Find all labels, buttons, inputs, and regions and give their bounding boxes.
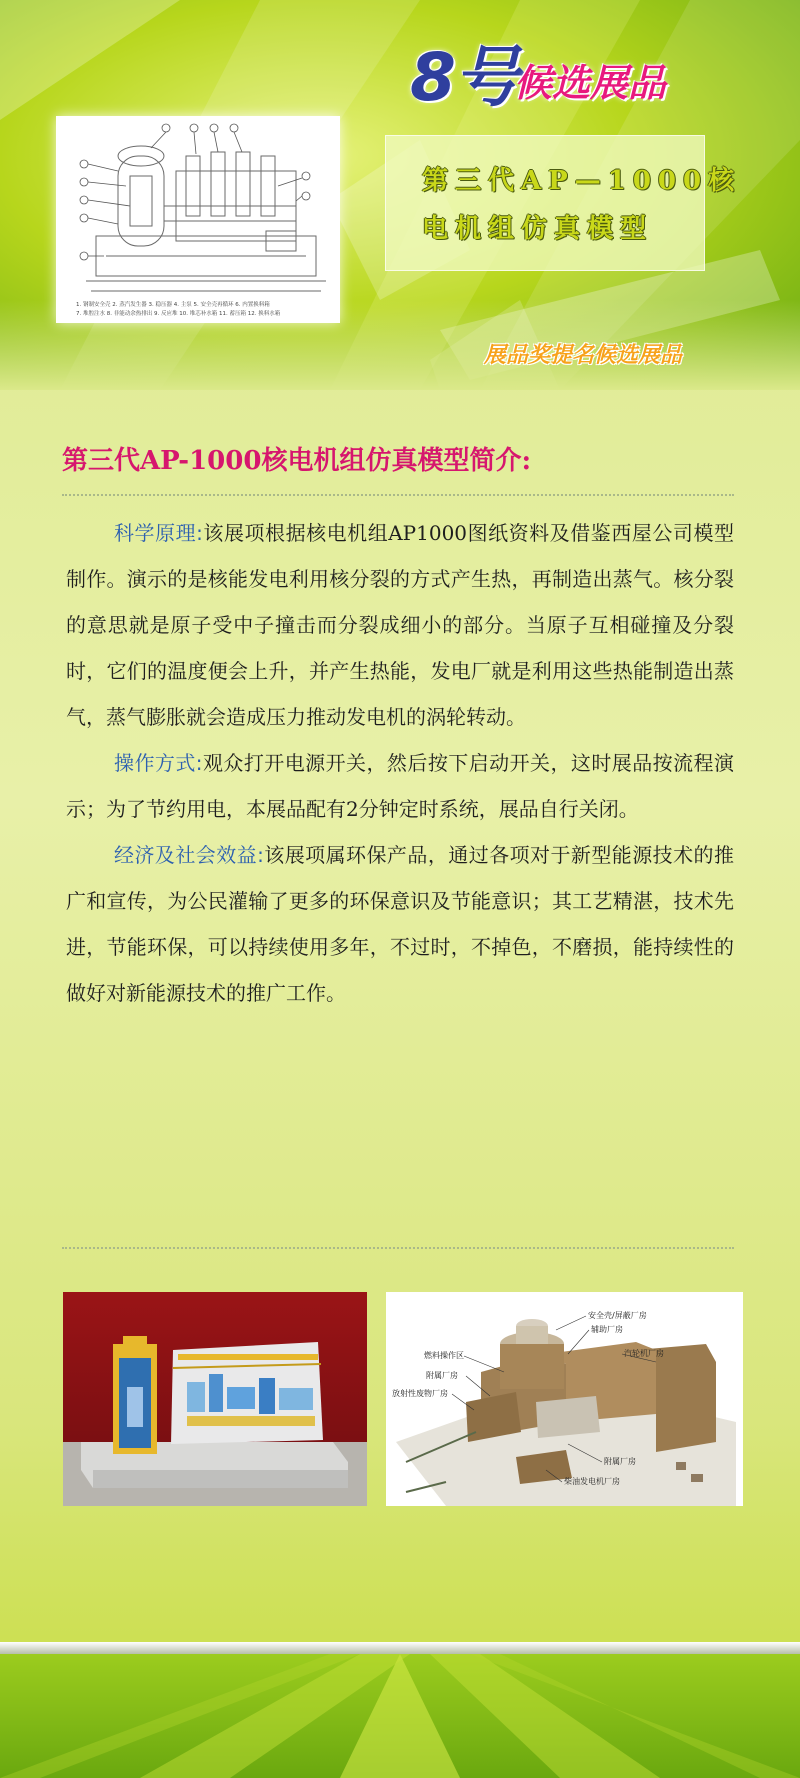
reactor-model-photo xyxy=(63,1292,367,1506)
candidate-label: 候选展品 xyxy=(514,61,667,105)
intro-body xyxy=(66,510,734,1016)
reactor-schematic-drawing xyxy=(56,116,340,323)
diagram-caption-line2: 7. 堆腔注水 8. 非能动余热排出 9. 反应堆 10. 堆芯补水箱 11. 蓄压箱 12. 换料水箱 xyxy=(76,311,281,317)
model-photo xyxy=(63,1292,367,1506)
paragraph-label-operation: 操作方式: xyxy=(114,751,203,775)
plant-label-auxiliary: 辅助厂房 xyxy=(591,1325,623,1334)
divider xyxy=(62,1247,734,1249)
paragraph-label-science: 科学原理: xyxy=(114,521,203,545)
paragraph-operation xyxy=(66,740,734,832)
plant-label-containment: 安全壳/屏蔽厂房 xyxy=(588,1311,647,1320)
exhibit-name-line2: 电机组仿真模型 xyxy=(422,214,654,244)
plant-layout-drawing xyxy=(386,1292,743,1506)
exhibit-name-line1: 第三代AP—1000核 xyxy=(422,166,742,196)
plant-layout-render xyxy=(386,1292,743,1506)
paragraph-science xyxy=(66,510,734,740)
plant-label-diesel: 柴油发电机厂房 xyxy=(564,1477,620,1486)
paragraph-label-benefits: 经济及社会效益: xyxy=(114,843,264,867)
paragraph-text-benefits: 该展项属环保产品，通过各项对于新型能源技术的推广和宣传，为公民灌输了更多的环保意识及节能意识；其工艺精湛，技术先进，节能环保，可以持续使用多年，不过时，不掉色，不磨损，能持续性的做好对新能源技术的推广工作。 xyxy=(66,843,735,1005)
intro-heading: 第三代AP-1000核电机组仿真模型简介: xyxy=(62,446,532,476)
divider xyxy=(62,494,734,496)
exhibit-name-box xyxy=(385,135,742,271)
diagram-caption-line1: 1. 钢制安全壳 2. 蒸汽发生器 3. 稳压器 4. 主泵 5. 安全壳再循环 6. 内置换料箱 xyxy=(76,302,270,308)
paragraph-text-operation: 观众打开电源开关，然后按下启动开关，这时展品按流程演示；为了节约用电，本展品配有2分钟定时系统，展品自行关闭。 xyxy=(66,751,734,821)
plant-label-annex-1: 附属厂房 xyxy=(426,1371,458,1380)
plant-label-annex-2: 附属厂房 xyxy=(604,1457,636,1466)
plant-label-radwaste: 放射性废物厂房 xyxy=(392,1389,448,1398)
award-nomination-note: 展品奖提名候选展品 xyxy=(484,343,683,368)
paragraph-benefits xyxy=(66,832,734,1016)
footer-decoration xyxy=(0,1642,800,1778)
plant-label-fuel-handling: 燃料操作区 xyxy=(424,1351,464,1360)
candidate-number: 8号 xyxy=(410,39,518,116)
reactor-diagram xyxy=(56,116,340,323)
paragraph-text-science: 该展项根据核电机组AP1000图纸资料及借鉴西屋公司模型制作。演示的是核能发电利用核分裂的方式产生热，再制造出蒸气。核分裂的意思就是原子受中子撞击而分裂成细小的部分。当原子互相碰撞及分裂时，它们的温度便会上升，并产生热能，发电厂就是利用这些热能制造出蒸气，蒸气膨胀就会造成压力推动发电机的涡轮转动。 xyxy=(66,521,734,729)
candidate-title xyxy=(410,24,710,116)
plant-label-turbine: 汽轮机厂房 xyxy=(624,1349,664,1358)
